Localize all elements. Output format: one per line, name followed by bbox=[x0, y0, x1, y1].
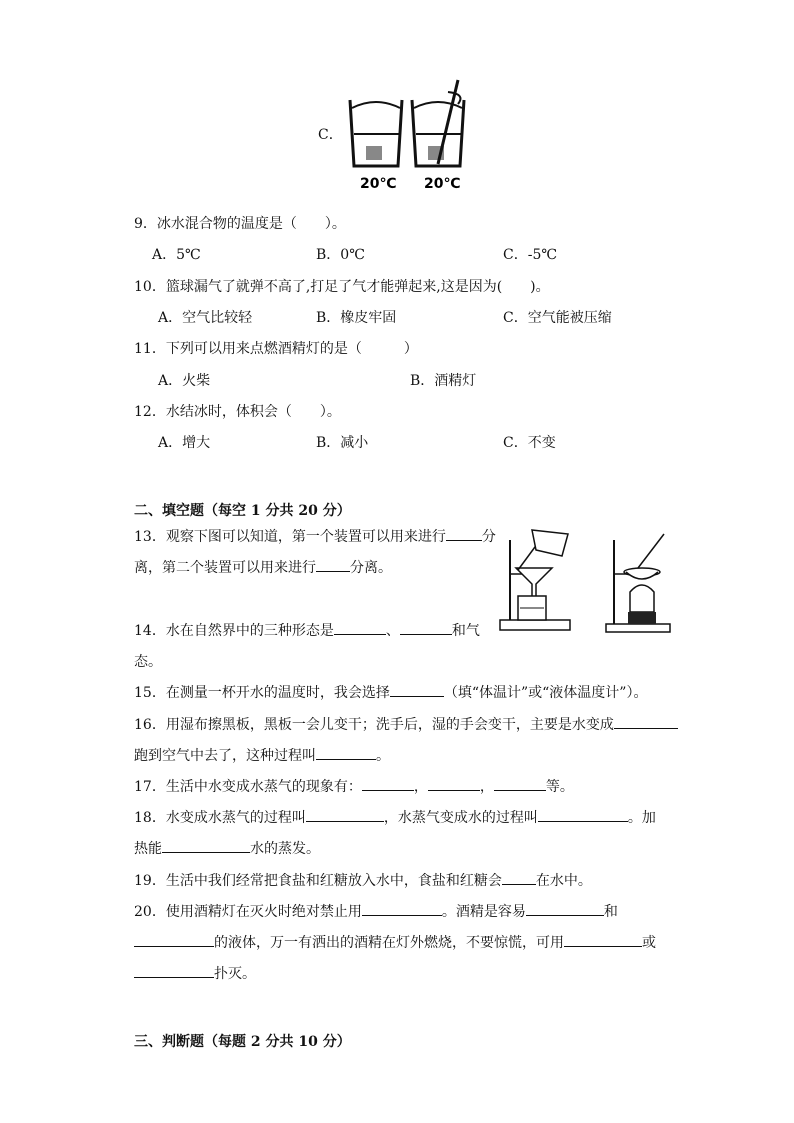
question-18-line2: 热能 水的蒸发。 bbox=[134, 838, 320, 858]
question-20-line2: 的液体，万一有洒出的酒精在灯外燃烧，不要惊慌，可用 或 bbox=[134, 932, 656, 952]
lab-apparatus-figure bbox=[496, 512, 674, 642]
q12-option-a: A．增大 bbox=[158, 435, 211, 451]
question-18-line1: 18．水变成水蒸气的过程叫 ，水蒸气变成水的过程叫 。加 bbox=[134, 807, 656, 827]
q10-option-c: C．空气能被压缩 bbox=[503, 310, 612, 326]
temp-right: 20℃ bbox=[424, 176, 461, 192]
question-12: 12．水结冰时，体积会（ ）。 bbox=[134, 404, 341, 420]
q9-option-a: A．5℃ bbox=[152, 247, 201, 263]
q12-option-b: B．减小 bbox=[316, 435, 369, 451]
q10-option-a: A．空气比较轻 bbox=[158, 310, 253, 326]
q11-option-b: B．酒精灯 bbox=[410, 373, 477, 389]
question-20-line3: 扑灭。 bbox=[134, 963, 256, 983]
question-10: 10．篮球漏气了就弹不高了,打足了气才能弹起来,这是因为( )。 bbox=[134, 279, 550, 295]
question-13-line1: 13．观察下图可以知道，第一个装置可以用来进行 分 bbox=[134, 526, 496, 546]
question-13-line2: 离，第二个装置可以用来进行 分离。 bbox=[134, 557, 392, 577]
q12-option-c: C．不变 bbox=[503, 435, 556, 451]
question-20-line1: 20．使用酒精灯在灭火时绝对禁止用 。酒精是容易 和 bbox=[134, 901, 618, 921]
section-2-title: 二、填空题（每空 1 分共 20 分） bbox=[134, 503, 351, 519]
question-16-line2: 跑到空气中去了，这种过程叫 。 bbox=[134, 745, 390, 765]
question-9: 9．冰水混合物的温度是（ ）。 bbox=[134, 216, 346, 232]
section-3-title: 三、判断题（每题 2 分共 10 分） bbox=[134, 1034, 351, 1050]
question-15: 15．在测量一杯开水的温度时，我会选择 （填“体温计”或“液体温度计”）。 bbox=[134, 682, 647, 702]
q9-option-c: C．-5℃ bbox=[503, 247, 558, 263]
q10-option-b: B．橡皮牢固 bbox=[316, 310, 397, 326]
question-14-line1: 14．水在自然界中的三种形态是 、 和气 bbox=[134, 620, 480, 640]
q11-option-a: A．火柴 bbox=[158, 373, 211, 389]
q9-option-b: B．0℃ bbox=[316, 247, 365, 263]
question-16-line1: 16．用湿布擦黑板，黑板一会儿变干；洗手后，湿的手会变干，主要是水变成 bbox=[134, 714, 678, 734]
option-c-label: C． bbox=[318, 127, 343, 143]
question-14-line2: 态。 bbox=[134, 654, 162, 670]
question-11: 11．下列可以用来点燃酒精灯的是（ ） bbox=[134, 341, 418, 357]
temp-left: 20℃ bbox=[360, 176, 397, 192]
question-19: 19．生活中我们经常把食盐和红糖放入水中，食盐和红糖会 在水中。 bbox=[134, 870, 592, 890]
question-17: 17．生活中水变成水蒸气的现象有： ， ， 等。 bbox=[134, 776, 574, 796]
beakers-figure bbox=[340, 76, 476, 194]
